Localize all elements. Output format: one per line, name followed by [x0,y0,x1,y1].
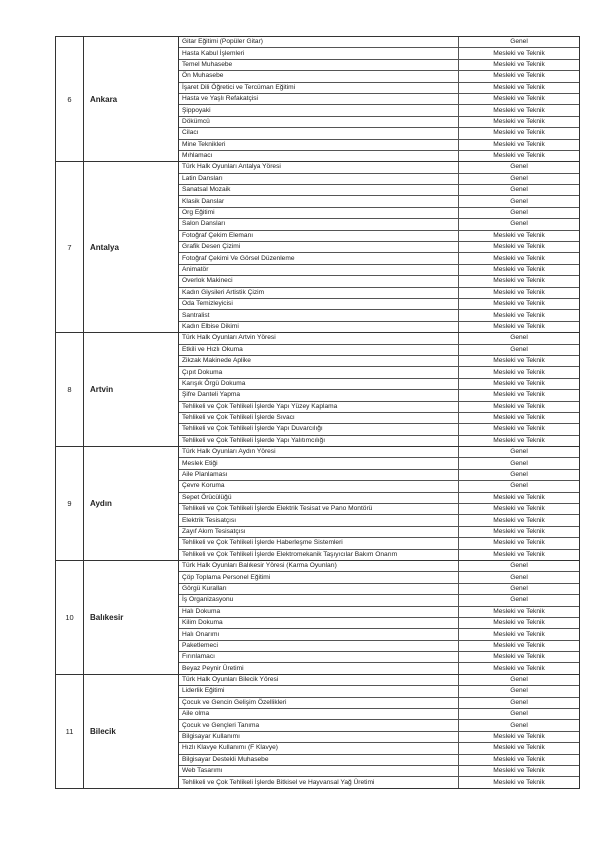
course-list-cell [179,674,580,788]
course-row [179,333,579,344]
course-row [179,458,579,469]
course-name: Şippoyaki [179,105,459,116]
course-name: Türk Halk Oyunları Aydın Yöresi [179,447,459,458]
course-row [179,640,579,651]
province-name: Artvin [84,333,179,447]
course-row [179,697,579,708]
course-type: Mesleki ve Teknik [459,71,580,82]
course-type: Genel [459,561,580,572]
course-name: Liderlik Eğitimi [179,686,459,697]
course-type: Mesleki ve Teknik [459,492,580,503]
course-name: Cilacı [179,128,459,139]
course-row [179,150,579,161]
course-name: Fotoğraf Çekim Elemanı [179,230,459,241]
course-row [179,754,579,765]
course-name: Kadın Giysileri Artistik Çizim [179,287,459,298]
course-name: Overlok Makineci [179,276,459,287]
course-type: Mesleki ve Teknik [493,550,545,558]
course-row [179,652,579,663]
course-type: Genel [459,458,580,469]
course-row [179,720,579,731]
course-name: Çevre Koruma [179,481,459,492]
course-row [179,287,579,298]
course-list [179,333,579,446]
course-row [179,412,579,423]
course-name: Bilgisayar Kullanımı [179,731,459,742]
course-name: Org Eğitimi [179,207,459,218]
course-type: Mesleki ve Teknik [459,766,580,777]
course-row [179,709,579,720]
course-row [179,173,579,184]
course-row [179,583,579,594]
course-type: Mesleki ve Teknik [459,652,580,663]
course-type: Mesleki ve Teknik [493,778,545,786]
course-row [179,344,579,355]
course-row [179,378,579,389]
course-name: Tehlikeli ve Çok Tehlikeli İşlerde Elektrik Tesisat ve Pano Montörü [179,504,459,515]
group-row [56,333,580,447]
province-name: Aydın [84,447,179,561]
course-name: Etkili ve Hızlı Okuma [179,344,459,355]
province-name: Balıkesir [84,560,179,674]
course-list-cell [179,560,580,674]
course-list [179,162,579,332]
course-name: Salon Dansları [179,219,459,230]
course-row [179,253,579,264]
course-row [179,242,579,253]
course-row [179,264,579,275]
course-type: Mesleki ve Teknik [493,664,545,672]
course-type: Mesleki ve Teknik [493,152,545,160]
group-row [56,162,580,333]
course-row [179,663,579,674]
course-type: Genel [459,572,580,583]
course-name: Oda Temizleyicisi [179,298,459,309]
course-type: Genel [459,37,580,48]
course-name: Tehlikeli ve Çok Tehlikeli İşlerde Haberleşme Sistemleri [179,538,459,549]
course-table-page [55,36,580,789]
row-number: 9 [56,447,84,561]
course-row [179,276,579,287]
course-row [179,310,579,321]
course-type: Mesleki ve Teknik [459,298,580,309]
course-list [179,561,579,674]
course-row [179,116,579,127]
course-name: Zikzak Makinede Aplike [179,355,459,366]
course-list [179,37,579,161]
course-name: Beyaz Peynir Üretimi [179,663,459,674]
group-row [56,37,580,162]
course-name: Çıpıt Dokuma [179,367,459,378]
row-number: 10 [56,560,84,674]
course-type: Mesleki ve Teknik [459,116,580,127]
course-row [179,105,579,116]
course-name: Dökümcü [179,116,459,127]
group-row [56,674,580,788]
course-row [179,93,579,104]
course-name: Şifre Danteli Yapma [179,390,459,401]
course-name: Halı Onarımı [179,629,459,640]
course-row [179,731,579,742]
course-list [179,447,579,560]
course-type: Mesleki ve Teknik [459,754,580,765]
course-type: Mesleki ve Teknik [459,93,580,104]
course-type: Mesleki ve Teknik [459,538,580,549]
course-name: Hasta ve Yaşlı Refakatçisi [179,93,459,104]
course-type: Mesleki ve Teknik [459,629,580,640]
course-type: Mesleki ve Teknik [459,743,580,754]
course-row [179,743,579,754]
course-name: Türk Halk Oyunları Balıkesir Yöresi (Karma Oyunları) [179,561,459,572]
course-name: Kadın Elbise Dikimi [179,321,459,332]
course-name: Mine Teknikleri [179,139,459,150]
row-number: 8 [56,333,84,447]
course-row [179,629,579,640]
course-type: Mesleki ve Teknik [459,139,580,150]
course-row [179,71,579,82]
course-name: Klasik Danslar [179,196,459,207]
course-type: Mesleki ve Teknik [493,322,545,330]
course-name: Zayıf Akım Tesisatçısı [179,526,459,537]
course-name: Sepet Örücülüğü [179,492,459,503]
course-type: Genel [459,583,580,594]
course-row [179,128,579,139]
course-name: Sanatsal Mozaik [179,185,459,196]
course-type: Genel [459,481,580,492]
course-row [179,777,579,788]
course-name: Grafik Desen Çizimi [179,242,459,253]
course-type: Genel [459,697,580,708]
course-row [179,481,579,492]
course-table [55,36,580,789]
course-type: Mesleki ve Teknik [459,287,580,298]
course-list-cell [179,37,580,162]
course-row [179,367,579,378]
course-name: Türk Halk Oyunları Artvin Yöresi [179,333,459,344]
course-type: Mesleki ve Teknik [459,230,580,241]
course-type: Mesleki ve Teknik [459,401,580,412]
course-name: Tehlikeli ve Çok Tehlikeli İşlerde Bitkisel ve Hayvansal Yağ Üretimi [179,777,459,788]
course-type: Genel [459,196,580,207]
course-type: Mesleki ve Teknik [459,242,580,253]
course-name: Karışık Örgü Dokuma [179,378,459,389]
course-row [179,549,579,560]
course-name: İş Organizasyonu [179,595,459,606]
course-type: Mesleki ve Teknik [459,390,580,401]
course-name: Halı Dokuma [179,606,459,617]
course-type: Mesleki ve Teknik [493,436,545,444]
course-name: Meslek Etiği [179,458,459,469]
course-row [179,321,579,332]
course-type: Mesleki ve Teknik [459,276,580,287]
course-list-cell [179,447,580,561]
course-type: Mesleki ve Teknik [459,640,580,651]
course-name: Latin Dansları [179,173,459,184]
course-type: Mesleki ve Teknik [459,504,580,515]
course-type: Genel [459,333,580,344]
course-type: Genel [459,447,580,458]
course-row [179,230,579,241]
course-row [179,686,579,697]
province-name: Ankara [84,37,179,162]
course-row [179,355,579,366]
course-type: Genel [459,709,580,720]
course-list-cell [179,162,580,333]
course-name: Animatör [179,264,459,275]
row-number: 7 [56,162,84,333]
course-type: Mesleki ve Teknik [459,515,580,526]
course-name: Paketlemeci [179,640,459,651]
group-row [56,447,580,561]
course-type: Mesleki ve Teknik [459,105,580,116]
course-row [179,219,579,230]
course-name: Mıhlamacı [179,150,459,161]
course-type: Genel [459,162,580,173]
course-name: Temel Muhasebe [179,59,459,70]
course-name: Tehlikeli ve Çok Tehlikeli İşlerde Yapı Duvarcılığı [179,424,459,435]
course-name: Web Tasarımı [179,766,459,777]
course-type: Genel [459,185,580,196]
course-row [179,469,579,480]
course-name: Fırınlamacı [179,652,459,663]
course-type: Genel [459,675,580,686]
course-row [179,526,579,537]
course-name: Fotoğraf Çekimi Ve Görsel Düzenleme [179,253,459,264]
course-name: Hasta Kabul İşlemleri [179,48,459,59]
course-row [179,606,579,617]
course-name: Tehlikeli ve Çok Tehlikeli İşlerde Sıvacı [179,412,459,423]
course-type: Mesleki ve Teknik [459,731,580,742]
course-name: Tehlikeli ve Çok Tehlikeli İşlerde Elektromekanik Taşıyıcılar Bakım Onarım [179,549,459,560]
course-row [179,401,579,412]
course-type: Genel [459,595,580,606]
course-name: Aile olma [179,709,459,720]
course-list-cell [179,333,580,447]
course-type: Mesleki ve Teknik [459,424,580,435]
course-row [179,538,579,549]
course-row [179,185,579,196]
course-name: Tehlikeli ve Çok Tehlikeli İşlerde Yapı Yüzey Kaplama [179,401,459,412]
course-row [179,595,579,606]
course-row [179,504,579,515]
row-number: 11 [56,674,84,788]
course-type: Mesleki ve Teknik [459,264,580,275]
course-row [179,766,579,777]
course-type: Genel [459,720,580,731]
course-type: Genel [459,207,580,218]
course-type: Mesleki ve Teknik [459,378,580,389]
course-type: Mesleki ve Teknik [459,59,580,70]
course-row [179,447,579,458]
course-name: Bilgisayar Destekli Muhasebe [179,754,459,765]
course-row [179,37,579,48]
course-row [179,492,579,503]
course-row [179,162,579,173]
course-name: İşaret Dili Öğretici ve Tercüman Eğitimi [179,82,459,93]
course-type: Mesleki ve Teknik [459,310,580,321]
course-list [179,675,579,788]
course-name: Görgü Kuralları [179,583,459,594]
course-row [179,435,579,446]
course-name: Santralist [179,310,459,321]
course-type: Genel [459,344,580,355]
course-row [179,390,579,401]
course-row [179,82,579,93]
course-type: Genel [459,469,580,480]
course-row [179,617,579,628]
course-row [179,48,579,59]
course-type: Genel [459,686,580,697]
course-row [179,424,579,435]
course-name: Türk Halk Oyunları Bilecik Yöresi [179,675,459,686]
course-name: Gitar Eğitimi (Popüler Gitar) [179,37,459,48]
course-name: Çocuk ve Gençleri Tanıma [179,720,459,731]
course-type: Mesleki ve Teknik [459,526,580,537]
course-name: Aile Planlaması [179,469,459,480]
course-name: Hızlı Klavye Kullanımı (F Klavye) [179,743,459,754]
course-row [179,515,579,526]
course-type: Mesleki ve Teknik [459,367,580,378]
course-name: Çocuk ve Gencin Gelişim Özellikleri [179,697,459,708]
course-row [179,561,579,572]
course-row [179,59,579,70]
course-name: Çöp Toplama Personel Eğitimi [179,572,459,583]
course-type: Mesleki ve Teknik [459,355,580,366]
course-name: Ön Muhasebe [179,71,459,82]
province-name: Bilecik [84,674,179,788]
course-row [179,207,579,218]
course-type: Mesleki ve Teknik [459,48,580,59]
row-number: 6 [56,37,84,162]
course-row [179,298,579,309]
course-type: Mesleki ve Teknik [459,82,580,93]
course-row [179,139,579,150]
course-type: Mesleki ve Teknik [459,606,580,617]
course-type: Mesleki ve Teknik [459,617,580,628]
group-row [56,560,580,674]
course-name: Kilim Dokuma [179,617,459,628]
course-name: Türk Halk Oyunları Antalya Yöresi [179,162,459,173]
province-name: Antalya [84,162,179,333]
course-type: Mesleki ve Teknik [459,128,580,139]
course-type: Genel [459,173,580,184]
course-type: Mesleki ve Teknik [459,253,580,264]
course-row [179,196,579,207]
course-type: Mesleki ve Teknik [459,412,580,423]
course-type: Genel [459,219,580,230]
course-row [179,572,579,583]
course-name: Tehlikeli ve Çok Tehlikeli İşlerde Yapı Yalıtımcılığı [179,435,459,446]
course-name: Elektrik Tesisatçısı [179,515,459,526]
course-row [179,675,579,686]
